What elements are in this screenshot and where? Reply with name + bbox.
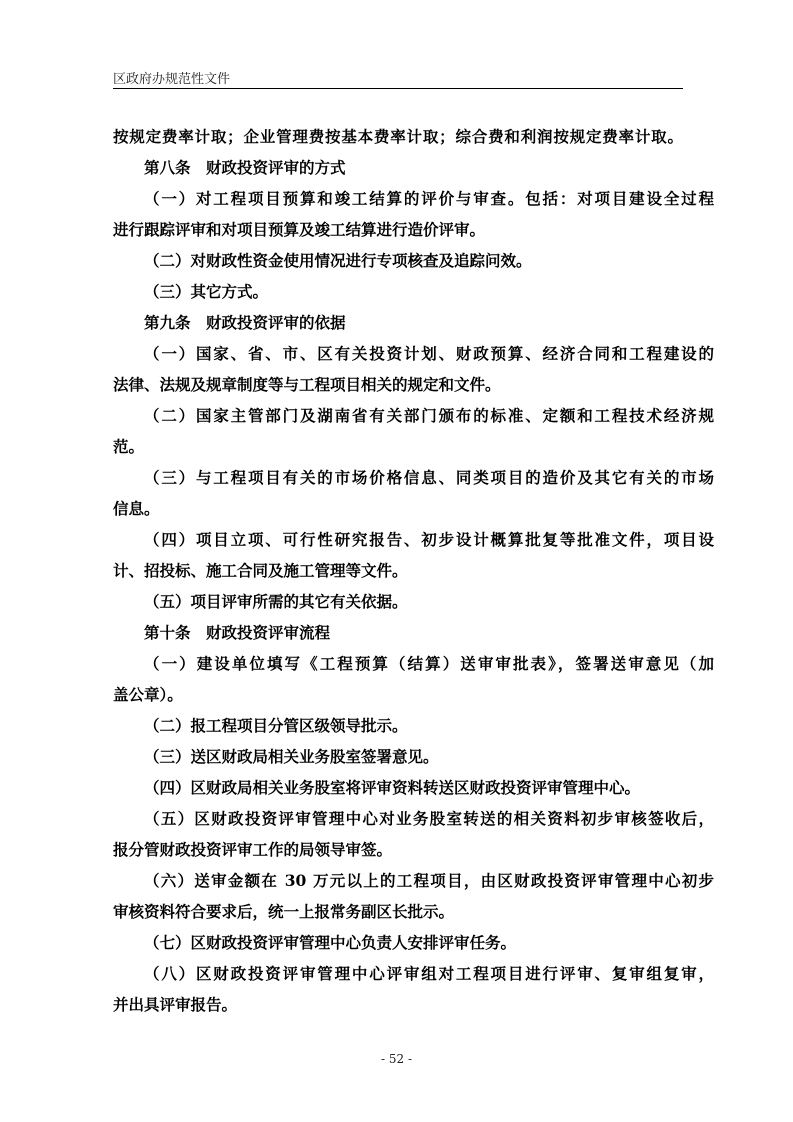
text-line: （一）建设单位填写《工程预算（结算）送审审批表》，签署送审意见（加: [144, 654, 714, 673]
text-line: 报分管财政投资评审工作的局领导审签。: [113, 840, 393, 859]
text-line: 盖公章）。: [113, 685, 183, 704]
text-line: 审核资料符合要求后，统一上报常务副区长批示。: [113, 902, 455, 921]
text-line: （六）送审金额在 30 万元以上的工程项目，由区财政投资评审管理中心初步: [144, 871, 714, 890]
text-line: （八）区财政投资评审管理中心评审组对工程项目进行评审、复审组复审，: [144, 964, 714, 983]
document-header: 区政府办规范性文件: [113, 72, 231, 87]
text-line: 进行跟踪评审和对项目预算及竣工结算进行造价评审。: [113, 220, 486, 239]
text-line: （五）项目评审所需的其它有关依据。: [144, 592, 408, 611]
text-line: 并出具评审报告。: [113, 995, 238, 1014]
text-line: 计、招投标、施工合同及施工管理等文件。: [113, 561, 408, 580]
text-line: （二）报工程项目分管区级领导批示。: [144, 716, 408, 735]
text-line: （三）送区财政局相关业务股室签署意见。: [144, 747, 439, 766]
text-line: （四）项目立项、可行性研究报告、初步设计概算批复等批准文件，项目设: [144, 530, 714, 549]
text-line: （三）其它方式。: [144, 282, 269, 301]
text-line: （二）国家主管部门及湖南省有关部门颁布的标准、定额和工程技术经济规: [144, 406, 714, 425]
page-number: - 52 -: [380, 1052, 412, 1066]
text-line: （三）与工程项目有关的市场价格信息、同类项目的造价及其它有关的市场: [144, 468, 714, 487]
text-line: 信息。: [113, 499, 160, 518]
article-heading: 第十条 财政投资评审流程: [144, 623, 331, 642]
text-line: （七）区财政投资评审管理中心负责人安排评审任务。: [144, 933, 517, 952]
text-line: （二）对财政性资金使用情况进行专项核查及追踪问效。: [144, 251, 532, 270]
text-line: 法律、法规及规章制度等与工程项目相关的规定和文件。: [113, 375, 501, 394]
text-line: 按规定费率计取；企业管理费按基本费率计取；综合费和利润按规定费率计取。: [113, 127, 683, 146]
text-line: （一）对工程项目预算和竣工结算的评价与审查。包括：对项目建设全过程: [144, 189, 714, 208]
text-line: 范。: [113, 437, 145, 456]
text-line: （五）区财政投资评审管理中心对业务股室转送的相关资料初步审核签收后，: [144, 809, 714, 828]
document-body: [113, 121, 714, 1020]
header-rule: [113, 88, 683, 89]
text-line: （一）国家、省、市、区有关投资计划、财政预算、经济合同和工程建设的: [144, 344, 714, 363]
text-line: （四）区财政局相关业务股室将评审资料转送区财政投资评审管理中心。: [144, 778, 641, 797]
article-heading: 第八条 财政投资评审的方式: [144, 158, 346, 177]
article-heading: 第九条 财政投资评审的依据: [144, 313, 346, 332]
